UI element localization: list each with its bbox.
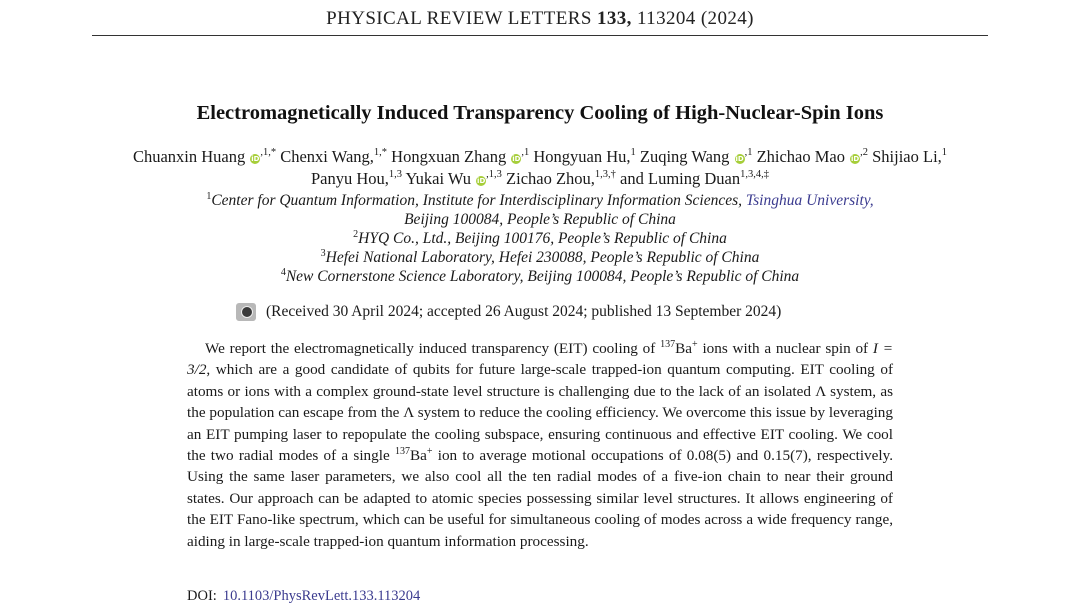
author — [640, 147, 753, 166]
orcid-icon[interactable]: iD — [735, 155, 744, 163]
received-dates: (Received 30 April 2024; accepted 26 August 2024; published 13 September 2024) — [266, 303, 782, 320]
affiliation-marker: ,1 — [521, 147, 530, 158]
author — [648, 169, 769, 188]
affiliation-marker: 1,* — [373, 147, 388, 158]
author-name: Zhichao Mao — [756, 147, 845, 166]
affiliation-number: 2 — [353, 229, 359, 240]
journal-header — [92, 8, 988, 30]
affiliation-marker: ,2 — [860, 147, 868, 158]
affiliation-marker: 1,3,† — [594, 169, 616, 180]
author-name: Chuanxin Huang — [132, 147, 246, 166]
affiliation-text: Center for Quantum Information, Institute for Interdisciplinary Information Sciences, — [211, 192, 743, 209]
abstract — [187, 338, 893, 552]
crossmark-icon[interactable] — [236, 303, 256, 321]
affiliation-marker: ,1,* — [260, 147, 277, 158]
affiliation-marker: 1,3,4,‡ — [740, 169, 769, 180]
affiliation-text: New Cornerstone Science Laboratory, Beijing 100084, People’s Republic of China — [285, 268, 800, 285]
author — [133, 147, 276, 166]
journal-volume: 133, — [596, 8, 632, 29]
affiliation-number: 4 — [280, 267, 286, 278]
author-name: Chenxi Wang, — [280, 147, 374, 166]
author-name: Zichao Zhou, — [506, 169, 595, 188]
article-number: 113204 (2024) — [636, 8, 754, 29]
author-name: Panyu Hou, — [310, 169, 389, 188]
author-conjunction: and — [620, 169, 644, 188]
journal-name: PHYSICAL REVIEW LETTERS — [326, 8, 592, 29]
doi-line — [187, 588, 420, 605]
abstract-text: We report the electromagnetically induced transparency (EIT) cooling of — [205, 340, 656, 357]
affiliation-list — [40, 191, 1040, 286]
tsinghua-link[interactable]: Tsinghua University, — [745, 192, 874, 209]
author — [391, 147, 529, 166]
affiliation-marker: ,1 — [744, 147, 753, 158]
author — [872, 147, 947, 166]
isotope-number: 137 — [660, 339, 676, 350]
paper-title: Electromagnetically Induced Transparency Cooling of High-Nuclear-Spin Ions — [196, 102, 884, 124]
author-list — [40, 146, 1040, 190]
doi-label: DOI: — [187, 588, 217, 604]
author-name: Luming Duan — [648, 169, 741, 188]
doi-link[interactable]: 10.1103/PhysRevLett.133.113204 — [222, 588, 421, 604]
ion-symbol: Ba — [675, 340, 693, 357]
affiliation-number: 3 — [320, 248, 326, 259]
abstract-text: , which are a good candidate of qubits for future large-scale trapped-ion quantum computing. EIT cooling of atoms or ions with a complex ground-state level structure is challenging due to the lack of an isolated Λ system, as the population can escape from the Λ system to reduce the cooling efficiency. We overcome this issue by leveraging an EIT pumping laser to repopulate the cooling subspace, ensuring continuous and effective EIT cooling. We cool the two radial modes of a single — [187, 361, 893, 465]
abstract-paragraph — [187, 338, 893, 552]
author — [506, 169, 616, 188]
abstract-text: ion to average motional occupations of 0.08(5) and 0.15(7), respectively. Using the same laser parameters, we also cool all the ten radial modes of a five-ion chain to near their ground states. Our approach can be adapted to atomic species possessing similar level structures. It allows engineering of the EIT Fano-like spectrum, which can be useful for simultaneous cooling of modes across a wide frequency range, aiding in large-scale trapped-ion quantum information processing. — [187, 447, 894, 550]
affiliation — [40, 267, 1040, 286]
orcid-icon[interactable]: iD — [512, 155, 521, 163]
author-name: Zuqing Wang — [639, 147, 730, 166]
affiliation — [40, 191, 1040, 210]
header-rule — [92, 35, 988, 36]
author-name: Shijiao Li, — [872, 147, 942, 166]
affiliation — [40, 229, 1040, 248]
author-name: Yukai Wu — [405, 169, 472, 188]
received-line — [236, 302, 876, 322]
affiliation-text: HYQ Co., Ltd., Beijing 100176, People’s Republic of China — [358, 230, 727, 247]
nuclear-spin: I = 3/2 — [187, 340, 894, 379]
author-name: Hongyuan Hu, — [533, 147, 631, 166]
affiliation-marker: ,1,3 — [486, 169, 502, 180]
affiliation-text: Hefei National Laboratory, Hefei 230088, People’s Republic of China — [325, 249, 760, 266]
author — [757, 147, 868, 166]
ion-charge: + — [426, 446, 433, 458]
author-name: Hongxuan Zhang — [391, 147, 507, 166]
author — [406, 169, 502, 188]
affiliation-number: 1 — [206, 191, 212, 202]
abstract-text: ions with a nuclear spin of — [702, 340, 869, 357]
orcid-icon[interactable]: iD — [851, 155, 860, 163]
affiliation-continued: Beijing 100084, People’s Republic of China — [404, 211, 676, 228]
orcid-icon[interactable]: iD — [251, 155, 260, 163]
affiliation — [40, 248, 1040, 267]
ion-charge: + — [692, 339, 698, 350]
isotope-number: 137 — [394, 446, 410, 458]
orcid-icon[interactable]: iD — [477, 177, 486, 185]
author — [280, 147, 387, 166]
author — [533, 147, 635, 166]
affiliation-marker: 1 — [941, 147, 948, 158]
affiliation-marker: 1,3 — [388, 169, 403, 180]
affiliation-marker: 1 — [630, 147, 636, 158]
author — [311, 169, 402, 188]
ion-symbol: Ba — [409, 447, 427, 465]
